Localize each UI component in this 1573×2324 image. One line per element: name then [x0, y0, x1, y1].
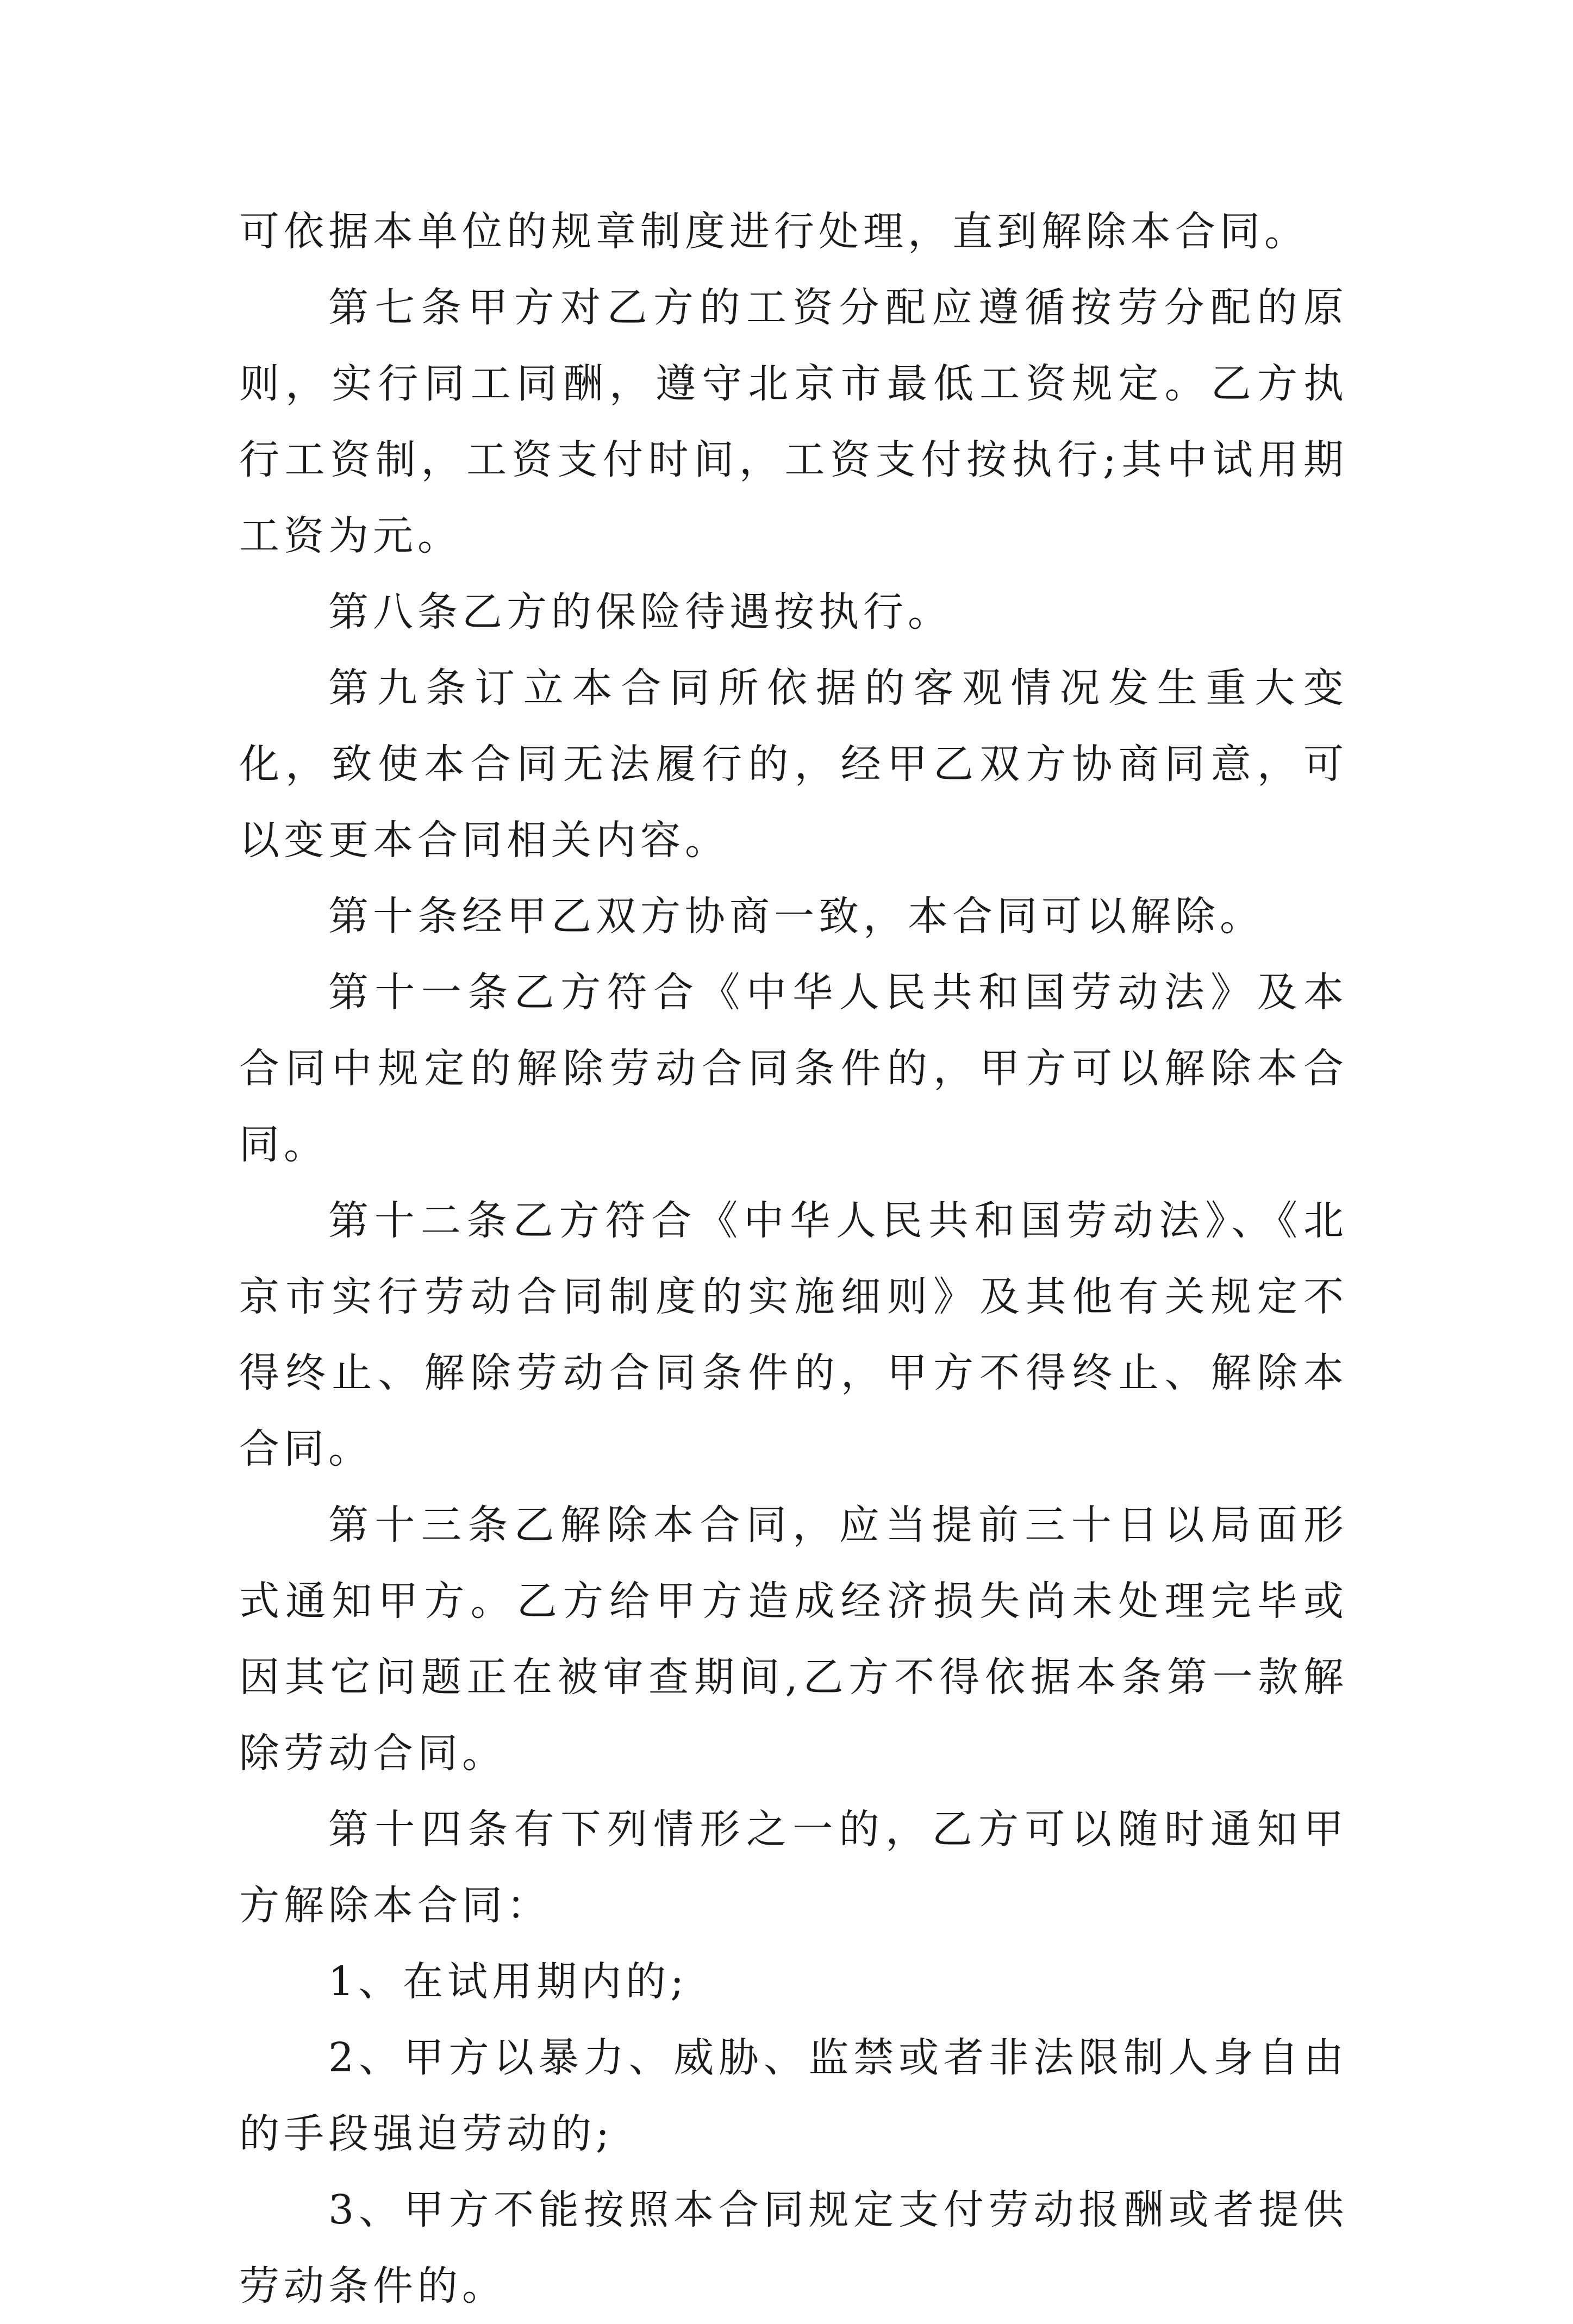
paragraph-article-7: 第七条甲方对乙方的工资分配应遵循按劳分配的原则，实行同工同酬，遵守北京市最低工资规定。乙方执行工资制，工资支付时间，工资支付按执行;其中试用期工资为元。: [239, 284, 1348, 559]
paragraph-article-11: 第十一条乙方符合《中华人民共和国劳动法》及本合同中规定的解除劳动合同条件的，甲方可以解除本合同。: [239, 969, 1348, 1168]
paragraph: 可依据本单位的规章制度进行处理，直到解除本合同。: [239, 208, 1309, 255]
paragraph-article-12: 第十二条乙方符合《中华人民共和国劳动法》、《北京市实行劳动合同制度的实施细则》及其他有关规定不得终止、解除劳动合同条件的，甲方不得终止、解除本合同。: [239, 1197, 1348, 1472]
paragraph-article-14: 第十四条有下列情形之一的，乙方可以随时通知甲方解除本合同：: [239, 1806, 1348, 1929]
paragraph-article-8: 第八条乙方的保险待遇按执行。: [328, 589, 952, 635]
list-item-3: 3、甲方不能按照本合同规定支付劳动报酬或者提供劳动条件的。: [239, 2186, 1348, 2309]
list-item-2: 2、甲方以暴力、威胁、监禁或者非法限制人身自由的手段强迫劳动的;: [239, 2034, 1348, 2157]
paragraph-article-9: 第九条订立本合同所依据的客观情况发生重大变化，致使本合同无法履行的，经甲乙双方协商同意，可以变更本合同相关内容。: [239, 665, 1348, 864]
document-body: [239, 193, 1348, 2324]
paragraph-article-13: 第十三条乙解除本合同，应当提前三十日以局面形式通知甲方。乙方给甲方造成经济损失尚未处理完毕或因其它问题正在被审查期间,乙方不得依据本条第一款解除劳动合同。: [239, 1502, 1348, 1777]
paragraph-article-10: 第十条经甲乙双方协商一致，本合同可以解除。: [328, 893, 1264, 940]
list-item-1: 1、在试用期内的;: [328, 1958, 689, 2005]
